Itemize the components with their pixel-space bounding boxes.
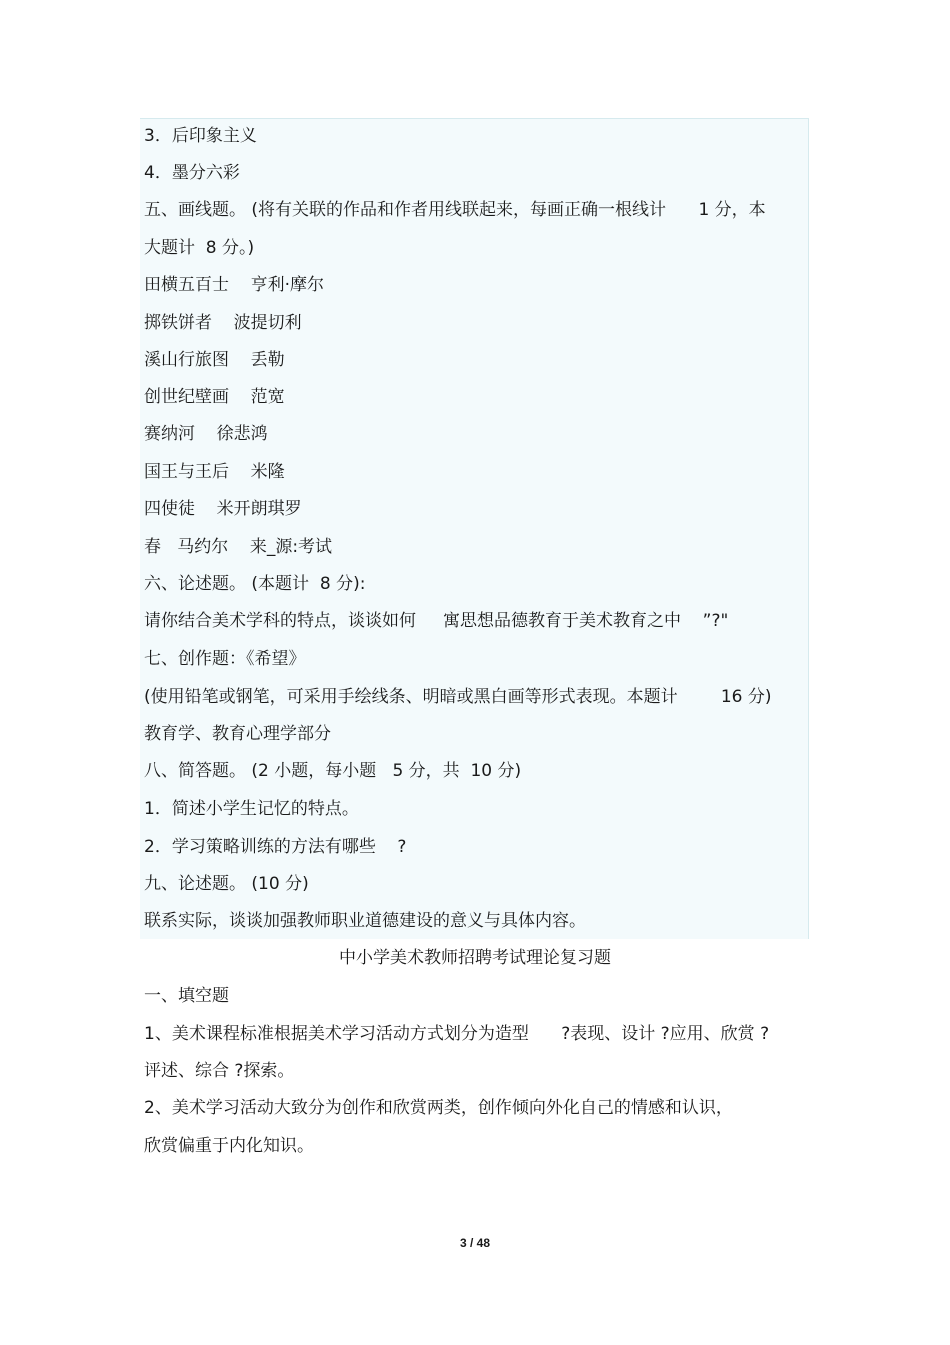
section-heading: 九、论述题。 (10 分) (144, 874, 309, 894)
section-heading: 一、填空题 (144, 986, 229, 1006)
section-heading: 六、论述题。 (本题计 8 分): (144, 574, 366, 594)
match-item: 四使徒 米开朗琪罗 (144, 499, 302, 519)
section-heading: 八、简答题。 (2 小题，每小题 5 分，共 10 分) (144, 761, 522, 781)
text-line: 2、美术学习活动大致分为创作和欣赏两类，创作倾向外化自己的情感和认识， (144, 1098, 733, 1118)
match-item: 田横五百士 亨利·摩尔 (144, 275, 325, 295)
page-number: 3 / 48 (459, 1236, 491, 1250)
match-item: 春 马约尔 来_源:考试 (144, 537, 333, 557)
match-item: 国王与王后 米隆 (144, 462, 285, 482)
text-line: 1、美术课程标准根据美术学习活动方式划分为造型 ?表现、设计 ?应用、欣赏 ? (144, 1024, 770, 1044)
match-item: 掷铁饼者 波提切利 (144, 313, 302, 333)
question-item: 1．简述小学生记忆的特点。 (144, 799, 359, 819)
text-line: 请你结合美术学科的特点，谈谈如何 寓思想品德教育于美术教育之中 ”?" (144, 611, 729, 631)
text-line: 欣赏偏重于内化知识。 (144, 1136, 314, 1156)
match-item: 创世纪壁画 范宽 (144, 387, 285, 407)
section-heading: 七、创作题：《希望》 (144, 649, 306, 669)
text-line: 4．墨分六彩 (144, 163, 240, 183)
match-item: 赛纳河 徐悲鸿 (144, 424, 268, 444)
text-line: (使用铅笔或钢笔，可采用手绘线条、明暗或黑白画等形式表现。本题计 16 分) (144, 687, 772, 707)
match-item: 溪山行旅图 丢勒 (144, 350, 285, 370)
text-line: 评述、综合 ?探索。 (144, 1061, 295, 1081)
part-heading: 教育学、教育心理学部分 (144, 724, 331, 744)
question-item: 2．学习策略训练的方法有哪些 ? (144, 837, 407, 857)
section-heading: 五、画线题。 (将有关联的作品和作者用线联起来，每画正确一根线计 1 分，本 (144, 200, 766, 220)
document-title: 中小学美术教师招聘考试理论复习题 (339, 948, 611, 968)
text-line: 大题计 8 分。) (144, 238, 255, 258)
text-line: 联系实际，谈谈加强教师职业道德建设的意义与具体内容。 (144, 911, 586, 931)
text-line: 3．后印象主义 (144, 126, 257, 146)
